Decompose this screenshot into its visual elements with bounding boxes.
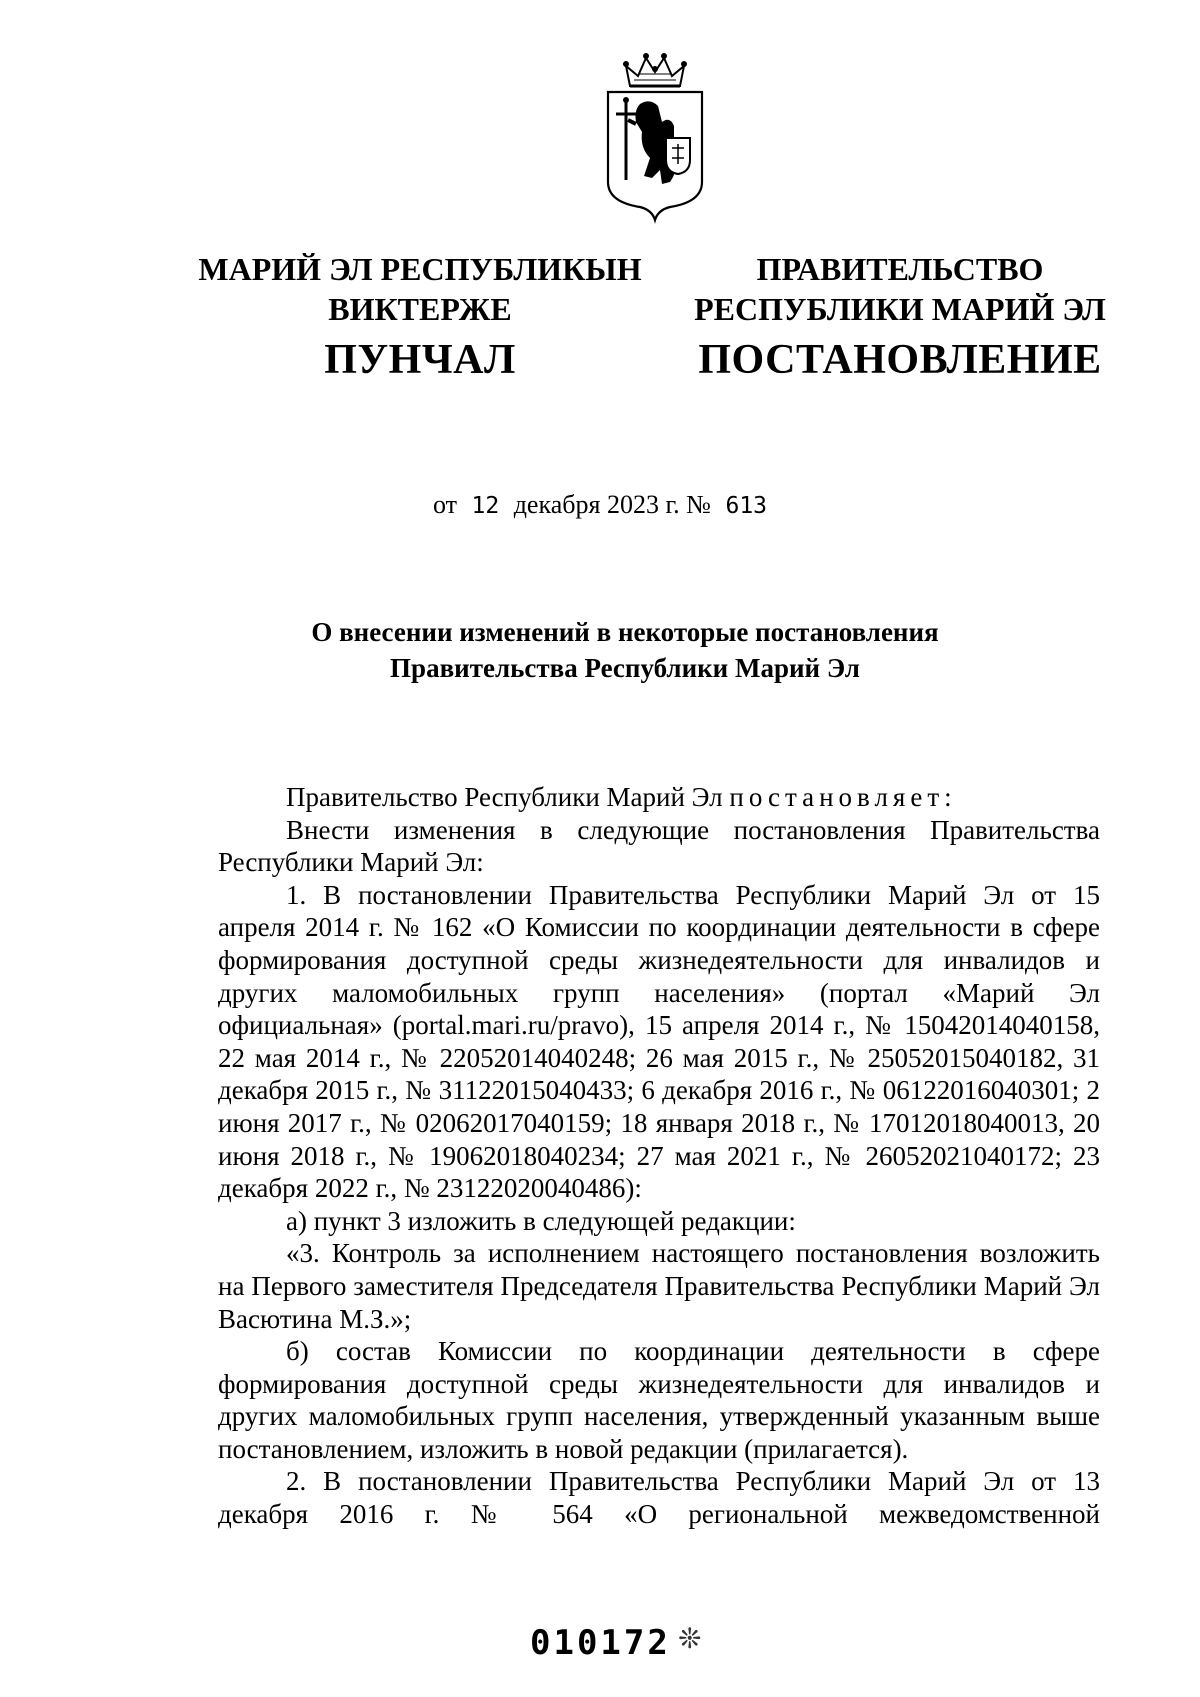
decree-item-1: 1. В постановлении Правительства Республики Марий Эл от 15 апреля 2014 г. № 162 «О Комиссии по координации деятельности в сфере формирования доступной среды жизнедеятельности для инвалидов и других маломобильных групп населения» (портал «Марий Эл официальная» (portal.mari.ru/pravo), 15 апреля 2014 г., № 15042014040158, 22 мая 2014 г., № 22052014040248; 26 мая 2015 г., № 25052015040182, 31 декабря 2015 г., № 31122015040433; 6 декабря 2016 г., № 06122016040301; 2 июня 2017 г., № 02062017040159; 18 января 2018 г., № 17012018040013, 20 июня 2018 г., № 19062018040234; 27 мая 2021 г., № 26052021040172; 23 декабря 2022 г., № 23122020040486): bbox=[218, 879, 1100, 1204]
decree-intro-paragraph: Внести изменения в следующие постановления Правительства Республики Марий Эл: bbox=[218, 814, 1100, 878]
decree-opening-subject: Правительство Республики Марий Эл bbox=[286, 782, 723, 812]
header-right-doc-type: ПОСТАНОВЛЕНИЕ bbox=[698, 337, 1102, 383]
decree-date-line bbox=[0, 490, 1200, 520]
decree-opening-verb: постановляет: bbox=[729, 782, 957, 812]
header-right-line1: ПРАВИТЕЛЬСТВО bbox=[756, 251, 1044, 287]
date-prefix: от bbox=[432, 490, 457, 519]
decree-body bbox=[218, 781, 1100, 1531]
decree-number: 613 bbox=[725, 493, 768, 519]
date-day: 12 bbox=[471, 493, 500, 519]
decree-item-2: 2. В постановлении Правительства Республики Марий Эл от 13 декабря 2016 г. № 564 «О региональной межведомственной bbox=[218, 1466, 1100, 1530]
header-left-line1: МАРИЙ ЭЛ РЕСПУБЛИКЫН bbox=[198, 251, 642, 287]
decree-title bbox=[200, 614, 1050, 686]
header-left-line2: ВИКТЕРЖЕ bbox=[328, 291, 512, 327]
form-serial-number: 010172 bbox=[530, 1623, 671, 1663]
decree-item-1-b: б) состав Комиссии по координации деятельности в сфере формирования доступной среды жизнедеятельности для инвалидов и других маломобильных групп населения, утвержденный указанным выше постановлением, изложить в новой редакции (прилагается). bbox=[218, 1336, 1100, 1464]
decree-opening bbox=[218, 781, 1100, 814]
decree-item-1-a: а) пункт 3 изложить в следующей редакции: bbox=[286, 1205, 796, 1236]
decree-item-1-a-text: «3. Контроль за исполнением настоящего постановления возложить на Первого заместителя Председателя Правительства Республики Марий Эл Васютина М.З.»; bbox=[218, 1238, 1100, 1334]
footer-ornament-icon: ❊ bbox=[678, 1624, 702, 1655]
coat-of-arms-emblem bbox=[600, 52, 710, 224]
date-month-year: декабря 2023 г. № bbox=[513, 490, 711, 519]
decree-title-line2: Правительства Республики Марий Эл bbox=[390, 653, 860, 683]
header-right-line2: РЕСПУБЛИКИ МАРИЙ ЭЛ bbox=[694, 291, 1106, 327]
header-left-doc-type: ПУНЧАЛ bbox=[324, 337, 516, 383]
decree-title-line1: О внесении изменений в некоторые постановления bbox=[311, 617, 939, 647]
mari-el-coat-of-arms-icon bbox=[600, 52, 710, 224]
